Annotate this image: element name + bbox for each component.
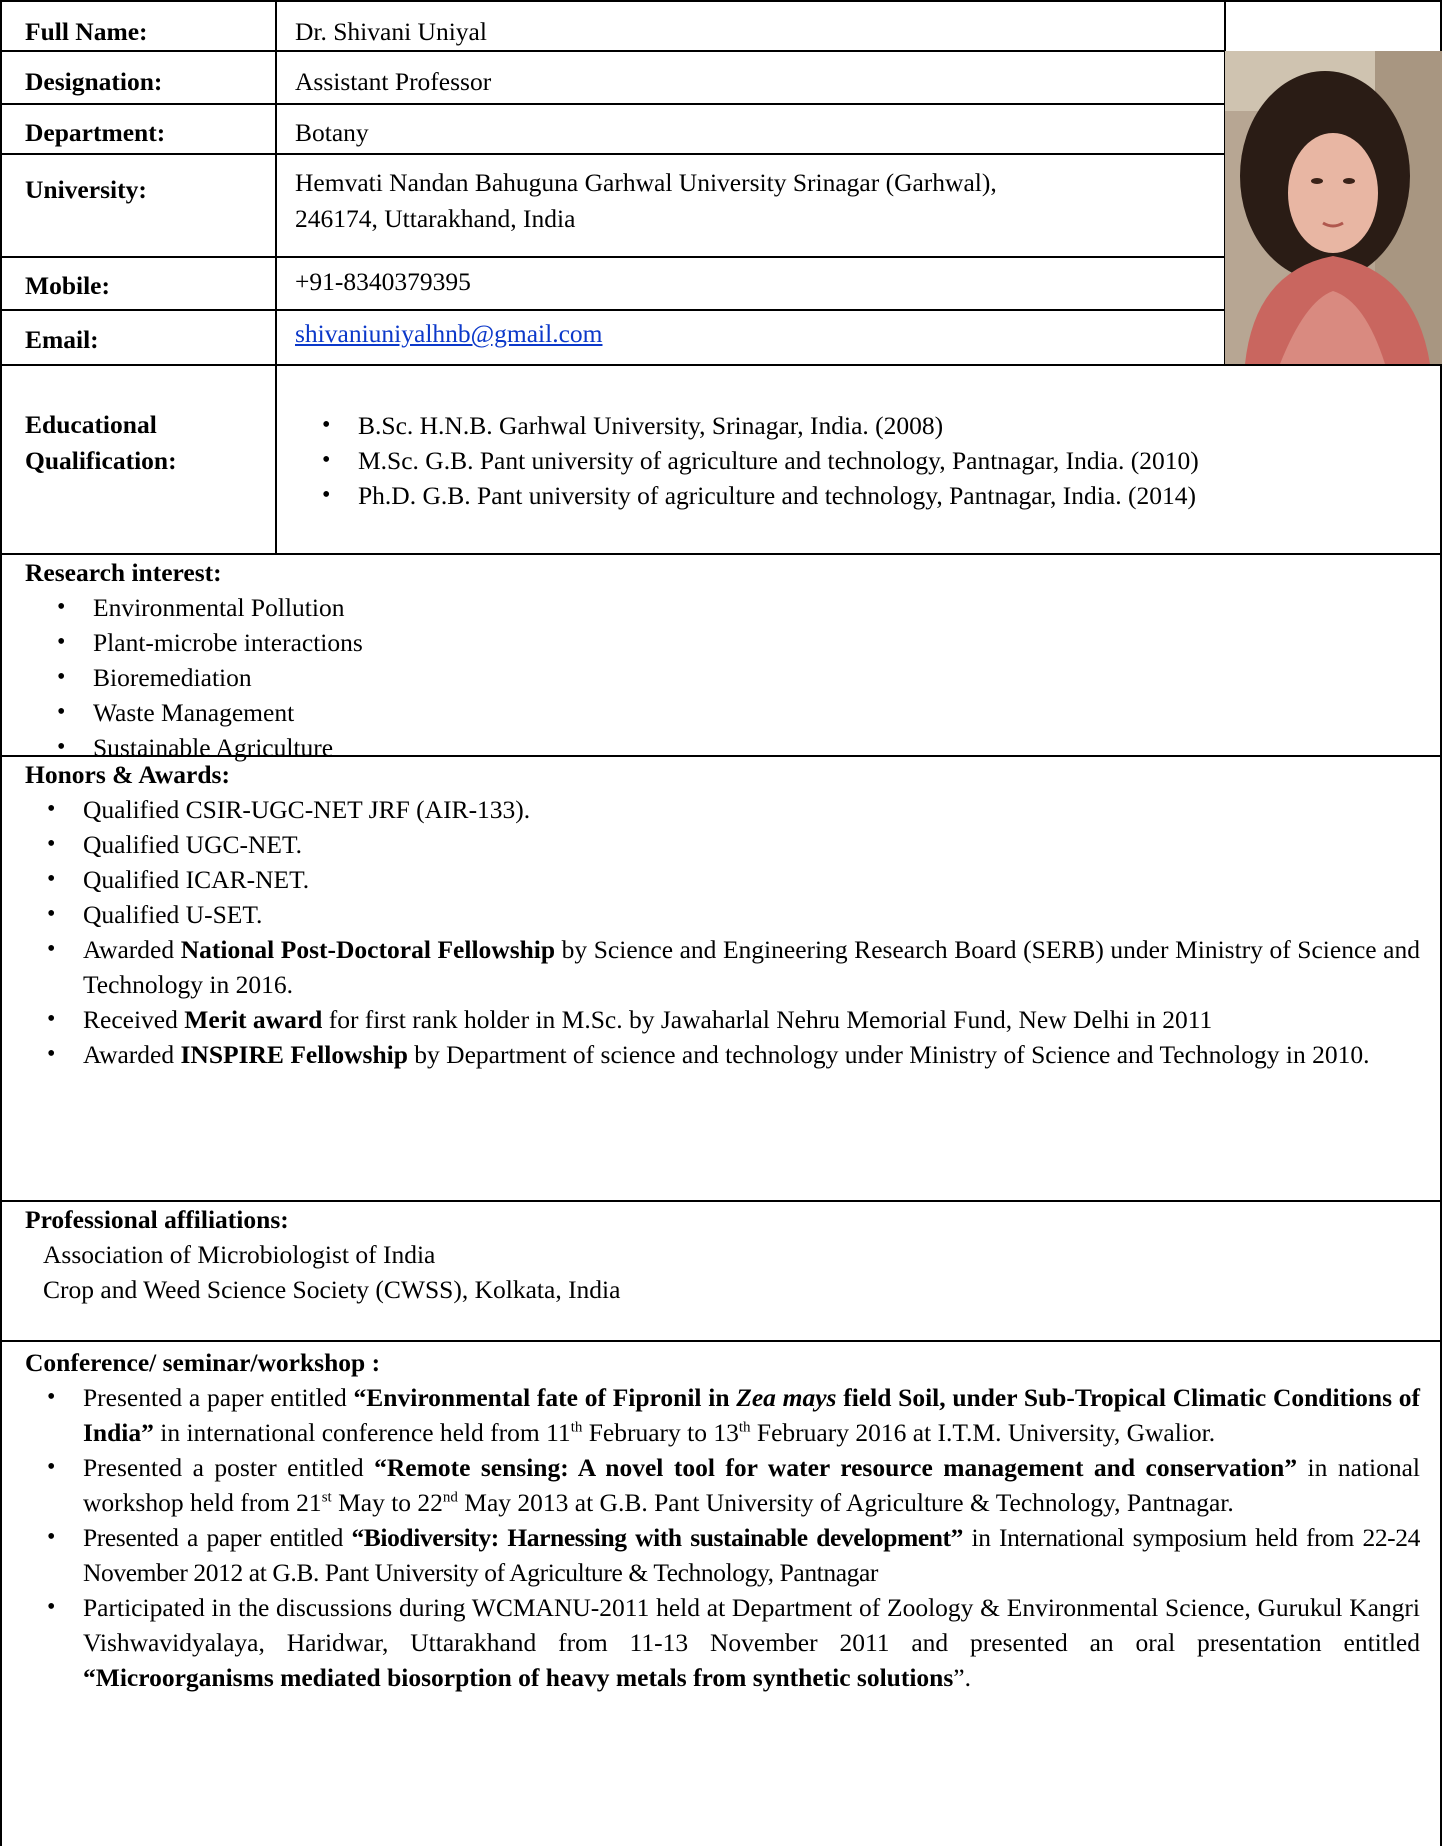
- full-name: Dr. Shivani Uniyal: [295, 17, 487, 46]
- list-item: • Qualified UGC-NET.: [25, 827, 1420, 862]
- section-title: Professional affiliations:: [25, 1205, 289, 1234]
- list-item: • Plant-microbe interactions: [35, 625, 1442, 660]
- email-field: [295, 316, 602, 351]
- designation: Assistant Professor: [295, 67, 492, 96]
- list-item: • Bioremediation: [35, 660, 1442, 695]
- section-title: Conference/ seminar/workshop :: [25, 1348, 381, 1377]
- affiliation-item: Association of Microbiologist of India: [43, 1240, 436, 1269]
- list-item: • Presented a paper entitled “Environmental fate of Fipronil in Zea mays field Soil, under Sub-Tropical Climatic Conditions of India” in international conference held from 11th February to 13th February 2016 at I.T.M. University, Gwalior.: [25, 1380, 1420, 1450]
- list-item: • Qualified U-SET.: [25, 897, 1420, 932]
- list-item: • Presented a poster entitled “Remote sensing: A novel tool for water resource management and conservation” in national workshop held from 21st May to 22nd May 2013 at G.B. Pant University of Agriculture & Technology, Pantnagar.: [25, 1450, 1420, 1520]
- list-item: • Awarded National Post-Doctoral Fellowship by Science and Engineering Research Board (SERB) under Ministry of Science and Technology in 2016.: [25, 932, 1420, 1002]
- affiliations-section: [25, 1202, 1442, 1307]
- table-rule: [0, 50, 1226, 52]
- email-link[interactable]: shivaniuniyalhnb@gmail.com: [295, 319, 603, 348]
- list-item: • Sustainable Agriculture: [35, 730, 1442, 765]
- list-item: • Qualified ICAR-NET.: [25, 862, 1420, 897]
- list-item: • Received Merit award for first rank holder in M.Sc. by Jawaharlal Nehru Memorial Fund, New Delhi in 2011: [25, 1002, 1420, 1037]
- education-list: [300, 408, 1442, 513]
- education-label-line-1: Educational: [25, 410, 157, 439]
- honors-section: [25, 757, 1420, 1072]
- section-title: Research interest:: [25, 558, 222, 587]
- conference-section: [25, 1345, 1420, 1695]
- table-border-left: [0, 0, 2, 1846]
- research-section: [25, 555, 1442, 765]
- mobile-label: Mobile:: [25, 271, 110, 300]
- full-name-label: Full Name:: [25, 17, 148, 46]
- list-item: • Ph.D. G.B. Pant university of agriculture and technology, Pantnagar, India. (2014): [300, 478, 1442, 513]
- list-item: • Participated in the discussions during WCMANU-2011 held at Department of Zoology & Environmental Science, Gurukul Kangri Vishwavidyalaya, Haridwar, Uttarakhand from 11-13 November 2011 and presented an oral presentation entitled “Microorganisms mediated biosorption of heavy metals from synthetic solutions”.: [25, 1590, 1420, 1695]
- education-label-line-2: Qualification:: [25, 446, 177, 475]
- table-column-divider: [275, 0, 277, 554]
- honors-list: [25, 792, 1420, 1072]
- university-line-2: 246174, Uttarakhand, India: [295, 204, 576, 233]
- list-item: • Waste Management: [35, 695, 1442, 730]
- affiliation-item: Crop and Weed Science Society (CWSS), Kolkata, India: [43, 1275, 621, 1304]
- university-line-1: Hemvati Nandan Bahuguna Garhwal University Srinagar (Garhwal),: [295, 168, 997, 197]
- university-label: University:: [25, 175, 147, 204]
- profile-photo: [1225, 51, 1442, 364]
- department: Botany: [295, 118, 369, 147]
- table-rule: [0, 309, 1226, 311]
- conference-list: [25, 1380, 1420, 1695]
- list-item: • Presented a paper entitled “Biodiversity: Harnessing with sustainable development” in International symposium held from 22-24 November 2012 at G.B. Pant University of Agriculture & Technology, Pantnagar: [25, 1520, 1420, 1590]
- table-rule: [0, 256, 1226, 258]
- department-label: Department:: [25, 118, 166, 147]
- list-item: • M.Sc. G.B. Pant university of agriculture and technology, Pantnagar, India. (2010): [300, 443, 1442, 478]
- table-rule: [0, 153, 1226, 155]
- list-item: • B.Sc. H.N.B. Garhwal University, Srinagar, India. (2008): [300, 408, 1442, 443]
- mobile: +91-8340379395: [295, 267, 471, 296]
- list-item: • Qualified CSIR-UGC-NET JRF (AIR-133).: [25, 792, 1420, 827]
- table-rule: [0, 103, 1226, 105]
- research-list: [35, 590, 1442, 765]
- list-item: • Environmental Pollution: [35, 590, 1442, 625]
- list-item: • Awarded INSPIRE Fellowship by Department of science and technology under Ministry of Science and Technology in 2010.: [25, 1037, 1420, 1072]
- email-label: Email:: [25, 325, 99, 354]
- designation-label: Designation:: [25, 67, 163, 96]
- section-rule: [0, 1340, 1442, 1342]
- section-title: Honors & Awards:: [25, 760, 230, 789]
